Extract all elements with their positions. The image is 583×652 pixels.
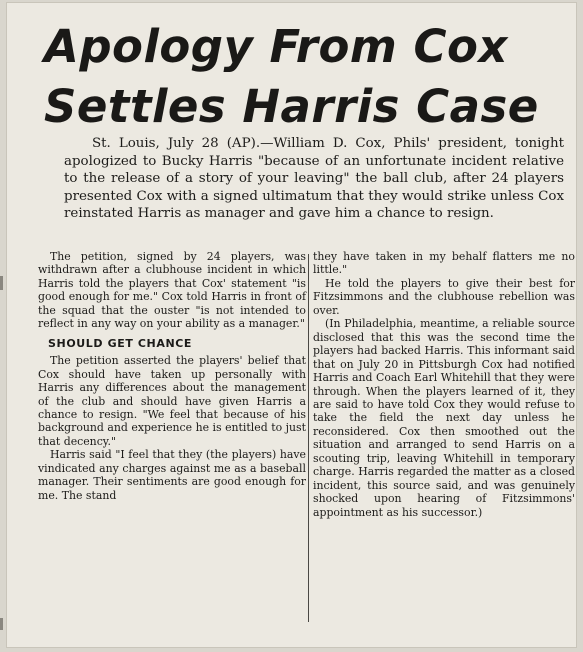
left-paragraph-1: The petition, signed by 24 players, was withdrawn after a clubhouse incident in which Harris told the players that Cox' statement "is good enough for me." Cox told Harris in front of the squad that the ouster "is not intended to reflect in any way on your ability as a manager." [38,250,306,331]
lead-paragraph: St. Louis, July 28 (AP).—William D. Cox, Phils' president, tonight apologized to Bucky Harris "because of an unfortunate incident relative to the release of a story of your leaving" the ball club, after 24 players presented Cox with a signed ultimatum that they would strike unless Cox reinstated Harris as manager and gave him a chance to resign. [64,136,564,221]
right-paragraph-2: He told the players to give their best for Fitzsimmons and the clubhouse rebellion was over. [313,276,575,317]
right-paragraph-3: (In Philadelphia, meantime, a reliable source disclosed that this was the second time the players had backed Harris. This informant said that on July 20 in Pittsburgh Cox had notified Harris and Coach Earl Whitehill that they were through. When the players learned of it, they are said to have told Cox they would refuse to take the field the next day unless he reconsidered. Cox then smoothed out the situation and arranged to send Harris on a scouting trip, leaving Whitehill in temporary charge. Harris regarded the matter as a closed incident, this source said, and was genuinely shocked upon hearing of Fitzsimmons' appointment as his successor.) [313,317,575,519]
scan-edge-mark [0,276,3,290]
left-column [38,250,306,502]
left-paragraph-2: The petition asserted the players' belief that Cox should have taken up personally with Harris any differences about the management of the club and should have given Harris a chance to resign. "We feel that because of his background and experience he is entitled to just that decency." [38,354,306,448]
newspaper-clipping [6,2,577,648]
scan-edge-mark [0,618,3,630]
headline-line-1: Apology From Cox [44,20,508,73]
right-column [313,250,575,519]
subhead-should-get-chance: SHOULD GET CHANCE [48,336,193,350]
left-paragraph-3: Harris said "I feel that they (the players) have vindicated any charges against me as a baseball manager. Their sentiments are good enough for me. The stand [38,448,306,502]
right-paragraph-1: they have taken in my behalf flatters me no little." [313,250,575,277]
headline-line-2: Settles Harris Case [44,80,539,133]
column-divider [308,254,309,622]
